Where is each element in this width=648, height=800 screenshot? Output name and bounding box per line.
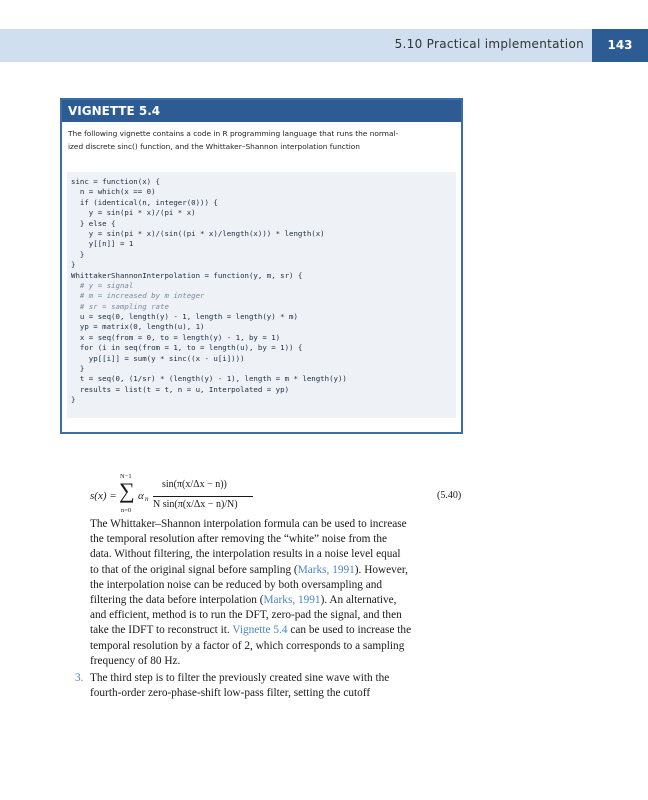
list-item-text (90, 671, 389, 701)
body-line (90, 593, 462, 608)
code-comment-line: # m = increased by m integer (71, 291, 205, 301)
citation-link[interactable]: Marks, 1991 (263, 593, 321, 606)
body-text: filtering the data before interpolation ( (90, 593, 264, 606)
vignette-title: VIGNETTE 5.4 (62, 100, 461, 122)
equation-coefficient-sub: n (145, 495, 149, 503)
code-line: if (identical(n, integer(0))) { (71, 197, 218, 207)
equation-sum-symbol: ∑ (119, 478, 135, 503)
vignette-box (60, 98, 463, 434)
equation-denominator: N sin(π(x/Δx − n)/N) (153, 499, 238, 510)
body-text: temporal resolution by a factor of 2, which corresponds to a sampling (90, 639, 405, 652)
code-line: } (71, 249, 85, 259)
list-item-line: fourth-order zero-phase-shift low-pass filter, setting the cutoff (90, 687, 371, 700)
code-line: } (71, 260, 76, 270)
code-comment-line: # sr = sampling rate (71, 301, 169, 311)
body-text: and efficient, method is to run the DFT, zero-pad the signal, and then (90, 609, 402, 622)
body-text: frequency of 80 Hz. (90, 654, 181, 667)
section-title: 5.10 Practical implementation (394, 37, 584, 51)
body-line (90, 517, 462, 532)
equation-sum-lower: n=0 (121, 507, 132, 514)
code-line: n = which(x == 0) (71, 187, 156, 197)
body-line (90, 639, 462, 654)
body-text: the temporal resolution after removing the “white” noise from the (90, 533, 388, 546)
body-text: take the IDFT to reconstruct it. (90, 624, 233, 637)
code-comment-line: # y = signal (71, 280, 134, 290)
code-line: x = seq(from = 0, to = length(y) - 1, by = 1) (71, 332, 281, 342)
code-line: } else { (71, 218, 116, 228)
body-line (90, 563, 462, 578)
equation-sum-upper: N−1 (120, 473, 132, 480)
equation-coefficient: α (138, 490, 144, 502)
equation-numerator: sin(π(x/Δx − n)) (162, 479, 227, 490)
body-text: data. Without filtering, the interpolation results in a noise level equal (90, 548, 401, 561)
equation-number: (5.40) (437, 490, 462, 501)
code-line: t = seq(0, (1/sr) * (length(y) - 1), length = m * length(y)) (71, 374, 347, 384)
code-block (67, 172, 456, 418)
code-line: } (71, 395, 76, 405)
page-number: 143 (592, 29, 648, 62)
code-line: WhittakerShannonInterpolation = function(y, m, sr) { (71, 270, 303, 280)
body-text: ). However, (354, 563, 408, 576)
body-text: can be used to increase the (287, 624, 412, 637)
fraction-bar (153, 496, 253, 497)
vignette-description-line: The following vignette contains a code in R programming language that runs the normal- (68, 129, 399, 138)
body-line (90, 654, 462, 669)
body-paragraph (90, 517, 462, 669)
body-text: The Whittaker–Shannon interpolation formula can be used to increase (90, 518, 407, 530)
body-text: the interpolation noise can be reduced by both oversampling and (90, 578, 383, 591)
code-line: y = sin(pi * x)/(pi * x) (71, 208, 196, 218)
vignette-description-line: ized discrete sinc() function, and the Whittaker–Shannon interpolation function (68, 142, 360, 151)
equation-lhs: s(x) = (90, 490, 117, 502)
list-item-number: 3. (75, 672, 84, 684)
equation-5-40 (90, 473, 490, 523)
code-line: y = sin(pi * x)/(sin((pi * x)/length(x))) * length(x) (71, 228, 325, 238)
citation-link[interactable]: Marks, 1991 (297, 563, 355, 576)
code-line: results = list(t = t, n = u, Interpolated = yp) (71, 384, 290, 394)
body-line (90, 532, 462, 547)
body-line (90, 547, 462, 562)
list-item-line: The third step is to filter the previously created sine wave with the (90, 672, 390, 684)
body-line (90, 608, 462, 623)
code-line: yp[[i]] = sum(y * sinc((x - u[i]))) (71, 353, 245, 363)
code-line: u = seq(0, length(y) - 1, length = length(y) * m) (71, 312, 298, 322)
body-text: ). An alternative, (320, 593, 397, 606)
body-text: to that of the original signal before sampling ( (90, 563, 298, 576)
code-line: } (71, 364, 85, 374)
citation-link[interactable]: Vignette 5.4 (232, 624, 288, 637)
code-line: sinc = function(x) { (71, 177, 160, 186)
code-line: y[[n]] = 1 (71, 239, 134, 249)
vignette-description (62, 122, 461, 161)
code-line: yp = matrix(0, length(u), 1) (71, 322, 205, 332)
code-line: for (i in seq(from = 1, to = length(u), by = 1)) { (71, 343, 303, 353)
body-line (90, 623, 462, 638)
body-line (90, 578, 462, 593)
